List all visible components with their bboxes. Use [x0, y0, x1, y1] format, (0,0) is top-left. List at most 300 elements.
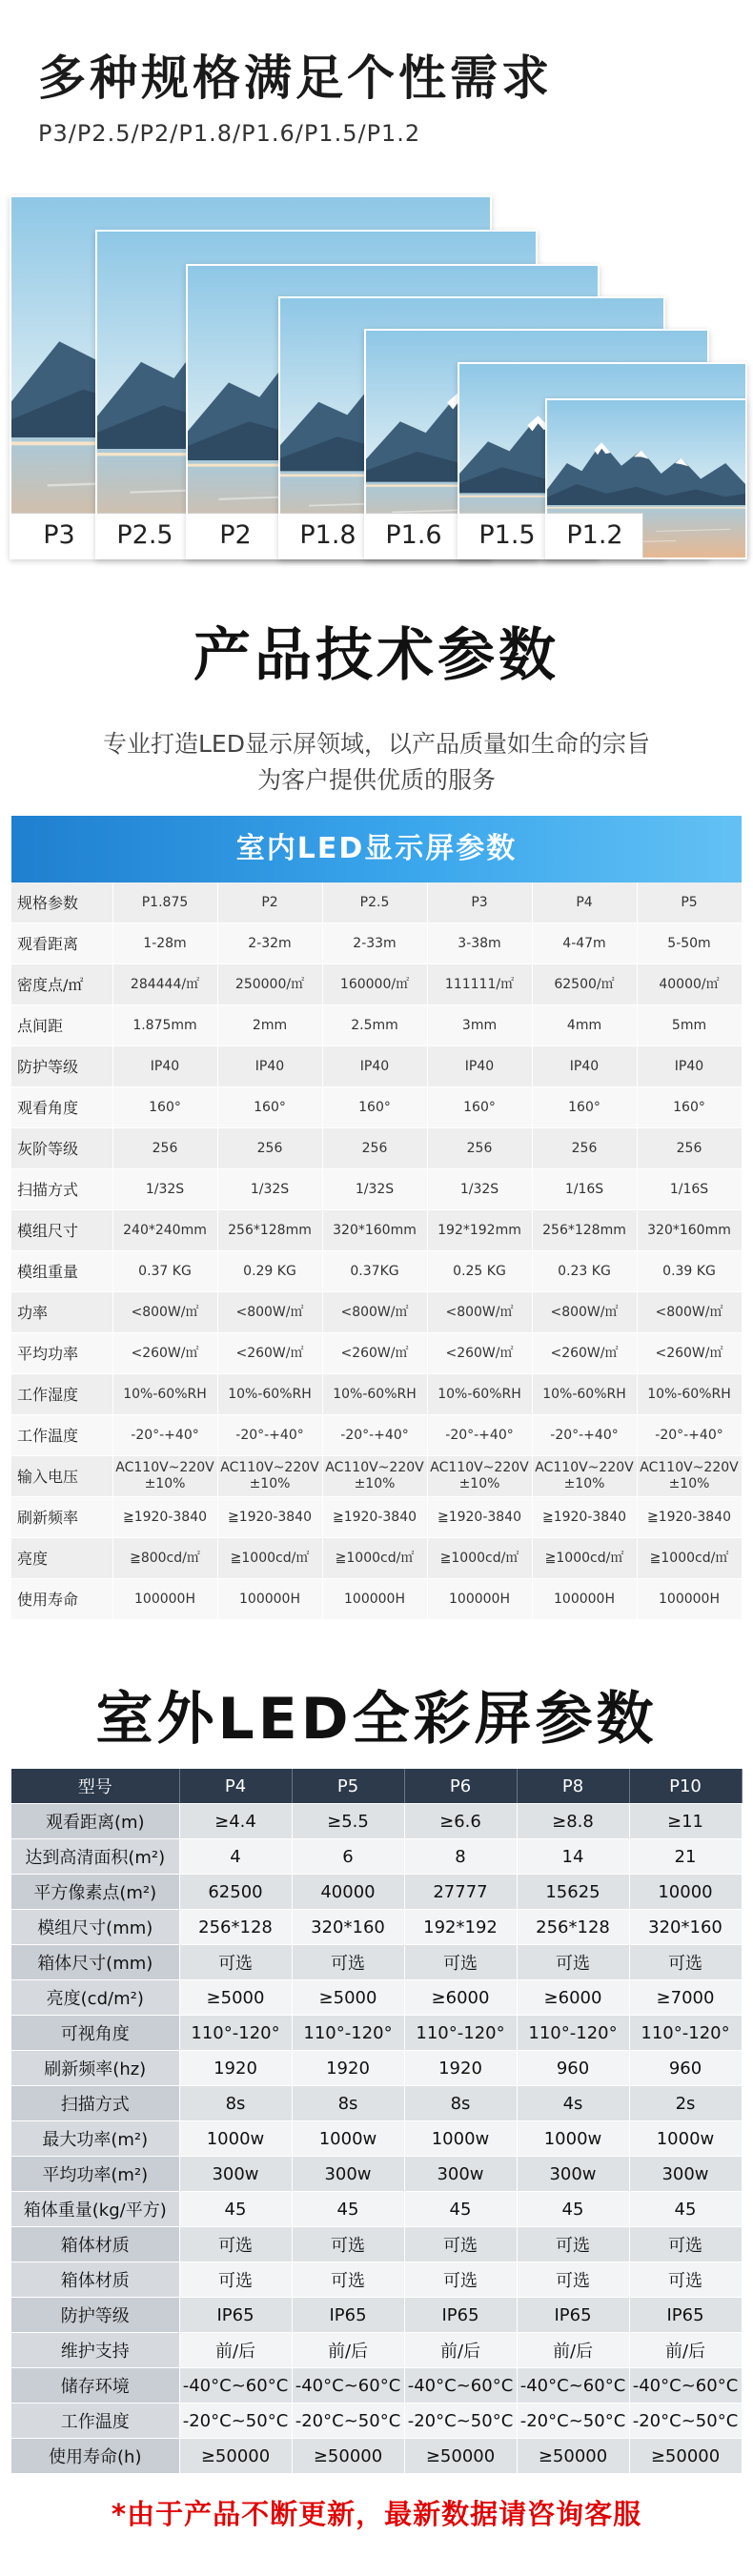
table-cell: 可选 — [404, 2262, 517, 2298]
table-row — [11, 1169, 742, 1210]
row-header-cell: 工作湿度 — [11, 1374, 112, 1415]
table-cell: 10%-60%RH — [112, 1374, 217, 1415]
table-cell: 320*160mm — [322, 1210, 427, 1251]
row-header-cell: 观看距离(m) — [11, 1804, 179, 1839]
table-cell: 可选 — [292, 2227, 404, 2262]
row-header-cell: 模组尺寸 — [11, 1210, 112, 1251]
table-cell: -40°C~60°C — [629, 2368, 742, 2404]
table-row — [11, 2439, 742, 2474]
table-cell: -20°-+40° — [637, 1415, 742, 1456]
table-cell: IP65 — [629, 2298, 742, 2333]
table-row — [11, 2368, 742, 2404]
table-cell: 6 — [292, 1839, 404, 1875]
table-cell: 21 — [629, 1839, 742, 1875]
table-cell: ≥8.8 — [517, 1804, 629, 1839]
table-cell: 1920 — [292, 2051, 404, 2086]
row-header-cell: 刷新频率 — [11, 1497, 112, 1538]
table-cell: IP65 — [292, 2298, 404, 2333]
row-header-cell: 可视角度 — [11, 2016, 179, 2051]
table-cell: 40000 — [292, 1875, 404, 1910]
table-cell: 1000w — [404, 2121, 517, 2157]
table-cell: AC110V~220V ±10% — [112, 1456, 217, 1497]
pitch-label: P3 — [11, 513, 108, 558]
table-cell: 300w — [629, 2157, 742, 2192]
pitch-label: P2 — [188, 513, 284, 558]
table-cell: -20°C~50°C — [404, 2404, 517, 2439]
table-cell: 160° — [427, 1087, 532, 1128]
table-cell: 320*160 — [292, 1910, 404, 1945]
row-header-cell: 扫描方式 — [11, 2086, 179, 2121]
table-cell: 前/后 — [292, 2333, 404, 2368]
table-cell: 40000/㎡ — [637, 964, 742, 1005]
table-cell: 10%-60%RH — [322, 1374, 427, 1415]
pitch-label: P1.8 — [280, 513, 376, 558]
table-cell: ≥7000 — [629, 1980, 742, 2016]
table-cell: 前/后 — [629, 2333, 742, 2368]
table-cell: <260W/㎡ — [427, 1333, 532, 1374]
table-cell: 1-28m — [112, 923, 217, 964]
table-row — [11, 1980, 742, 2016]
table-cell: IP40 — [532, 1046, 637, 1087]
row-header-cell: 防护等级 — [11, 2298, 179, 2333]
table-cell: 前/后 — [517, 2333, 629, 2368]
table-cell: 4s — [517, 2086, 629, 2121]
table-cell: 110°-120° — [517, 2016, 629, 2051]
pitch-label: P1.6 — [366, 513, 462, 558]
row-header-cell: 平均功率 — [11, 1333, 112, 1374]
pitch-subtitle: P3/P2.5/P2/P1.8/P1.6/P1.5/P1.2 — [38, 120, 421, 147]
table-cell: ≥5000 — [179, 1980, 292, 2016]
table-cell: 100000H — [532, 1579, 637, 1620]
row-header-cell: 功率 — [11, 1292, 112, 1333]
table-cell: 160° — [637, 1087, 742, 1128]
table-cell: 160° — [532, 1087, 637, 1128]
row-header-cell: 扫描方式 — [11, 1169, 112, 1210]
table-cell: 1/32S — [217, 1169, 322, 1210]
table-cell: 2mm — [217, 1005, 322, 1046]
row-header-cell: 达到高清面积(m²) — [11, 1839, 179, 1875]
table-cell: 110°-120° — [179, 2016, 292, 2051]
table-row — [11, 1046, 742, 1087]
table-cell: 1000w — [517, 2121, 629, 2157]
table-cell: ≥5000 — [292, 1980, 404, 2016]
table-cell: 可选 — [629, 1945, 742, 1980]
table-cell: <260W/㎡ — [112, 1333, 217, 1374]
table-cell: 2-32m — [217, 923, 322, 964]
row-header-cell: 防护等级 — [11, 1046, 112, 1087]
table-cell: ≥11 — [629, 1804, 742, 1839]
table-cell: 110°-120° — [629, 2016, 742, 2051]
table-row — [11, 923, 742, 964]
table-row — [11, 2051, 742, 2086]
table-cell: P1.875 — [112, 882, 217, 923]
table-row — [11, 2157, 742, 2192]
table-cell: ≥4.4 — [179, 1804, 292, 1839]
row-header-cell: 箱体材质 — [11, 2262, 179, 2298]
table-cell: 0.39 KG — [637, 1251, 742, 1292]
table-cell: 256*128mm — [217, 1210, 322, 1251]
row-header-cell: 工作温度 — [11, 1415, 112, 1456]
table-cell: IP40 — [427, 1046, 532, 1087]
table-row — [11, 1497, 742, 1538]
table-cell: ≥50000 — [292, 2439, 404, 2474]
table-cell: 4-47m — [532, 923, 637, 964]
row-header-cell: 模组尺寸(mm) — [11, 1910, 179, 1945]
table-cell: 960 — [517, 2051, 629, 2086]
table-cell: 可选 — [292, 2262, 404, 2298]
table-cell: AC110V~220V ±10% — [637, 1456, 742, 1497]
table-row — [11, 2192, 742, 2227]
table-row — [11, 1875, 742, 1910]
table-row — [11, 2298, 742, 2333]
table-cell: 10%-60%RH — [217, 1374, 322, 1415]
table-cell: -40°C~60°C — [517, 2368, 629, 2404]
table-row — [11, 1210, 742, 1251]
table-row — [11, 1005, 742, 1046]
table-cell: <260W/㎡ — [637, 1333, 742, 1374]
table-cell: <800W/㎡ — [637, 1292, 742, 1333]
table-cell: 8 — [404, 1839, 517, 1875]
row-header-cell: 亮度(cd/m²) — [11, 1980, 179, 2016]
table-cell: 100000H — [217, 1579, 322, 1620]
table-cell: 可选 — [179, 1945, 292, 1980]
table-row — [11, 964, 742, 1005]
table-cell: 可选 — [517, 1945, 629, 1980]
row-header-cell: 最大功率(m²) — [11, 2121, 179, 2157]
table-cell: 1/32S — [427, 1169, 532, 1210]
table-cell: 256 — [217, 1128, 322, 1169]
table-cell: ≧1920-3840 — [427, 1497, 532, 1538]
table-cell: 1920 — [404, 2051, 517, 2086]
table-row — [11, 2333, 742, 2368]
table-cell: <800W/㎡ — [532, 1292, 637, 1333]
pitch-comparison-image — [10, 195, 743, 556]
table-cell: ≥6.6 — [404, 1804, 517, 1839]
row-header-cell: 工作温度 — [11, 2404, 179, 2439]
table-row — [11, 1415, 742, 1456]
table-row — [11, 1945, 742, 1980]
table-row — [11, 1804, 742, 1839]
table-cell: 10%-60%RH — [637, 1374, 742, 1415]
indoor-params-table — [11, 882, 743, 1620]
table-cell: 45 — [404, 2192, 517, 2227]
table-row — [11, 1839, 742, 1875]
table-cell: 2-33m — [322, 923, 427, 964]
table-row — [11, 1251, 742, 1292]
table-cell: IP40 — [637, 1046, 742, 1087]
table-cell: IP65 — [179, 2298, 292, 2333]
table-cell: 2s — [629, 2086, 742, 2121]
pitch-panel — [545, 398, 747, 559]
table-cell: 4mm — [532, 1005, 637, 1046]
table-cell: 160° — [322, 1087, 427, 1128]
table-cell: <260W/㎡ — [532, 1333, 637, 1374]
table-cell: 160° — [217, 1087, 322, 1128]
tech-params-heading: 产品技术参数 — [193, 622, 560, 689]
table-row — [11, 2016, 742, 2051]
table-cell: 10000 — [629, 1875, 742, 1910]
table-cell: ≧1920-3840 — [322, 1497, 427, 1538]
table-cell: 256*128mm — [532, 1210, 637, 1251]
table-cell: 320*160 — [629, 1910, 742, 1945]
table-cell: 0.37 KG — [112, 1251, 217, 1292]
outdoor-params-table — [11, 1769, 743, 2474]
table-cell: 1/16S — [532, 1169, 637, 1210]
column-header: P5 — [292, 1769, 404, 1804]
table-cell: 256 — [427, 1128, 532, 1169]
table-cell: -20°-+40° — [112, 1415, 217, 1456]
table-cell: 1/32S — [112, 1169, 217, 1210]
table-row — [11, 2086, 742, 2121]
indoor-params-banner: 室内LED显示屏参数 — [11, 816, 742, 882]
table-cell: 5-50m — [637, 923, 742, 964]
table-cell: 14 — [517, 1839, 629, 1875]
table-cell: ≧1000cd/㎡ — [427, 1538, 532, 1579]
table-cell: P4 — [532, 882, 637, 923]
table-cell: 1000w — [292, 2121, 404, 2157]
table-cell: 45 — [517, 2192, 629, 2227]
table-cell: ≥50000 — [629, 2439, 742, 2474]
column-header: P6 — [404, 1769, 517, 1804]
table-cell: P2.5 — [322, 882, 427, 923]
table-cell: ≧1920-3840 — [637, 1497, 742, 1538]
table-cell: 320*160mm — [637, 1210, 742, 1251]
column-header: P4 — [179, 1769, 292, 1804]
table-cell: 可选 — [629, 2227, 742, 2262]
table-cell: 300w — [292, 2157, 404, 2192]
table-cell: IP65 — [404, 2298, 517, 2333]
row-header-cell: 箱体材质 — [11, 2227, 179, 2262]
tech-intro — [0, 726, 753, 799]
table-cell: 3-38m — [427, 923, 532, 964]
table-cell: IP40 — [112, 1046, 217, 1087]
table-cell: 可选 — [179, 2262, 292, 2298]
table-cell: P3 — [427, 882, 532, 923]
table-cell: 0.29 KG — [217, 1251, 322, 1292]
intro-line-1: 专业打造LED显示屏领域，以产品质量如生命的宗旨 — [103, 730, 650, 758]
table-cell: ≧1920-3840 — [217, 1497, 322, 1538]
column-header: P8 — [517, 1769, 629, 1804]
table-cell: ≥50000 — [404, 2439, 517, 2474]
table-cell: <800W/㎡ — [427, 1292, 532, 1333]
table-row — [11, 1910, 742, 1945]
table-cell: 8s — [404, 2086, 517, 2121]
table-cell: 可选 — [292, 1945, 404, 1980]
table-cell: 10%-60%RH — [427, 1374, 532, 1415]
table-cell: -20°-+40° — [532, 1415, 637, 1456]
table-cell: 960 — [629, 2051, 742, 2086]
table-row — [11, 1333, 742, 1374]
table-cell: 250000/㎡ — [217, 964, 322, 1005]
table-cell: 192*192mm — [427, 1210, 532, 1251]
table-cell: 可选 — [517, 2262, 629, 2298]
table-cell: IP65 — [517, 2298, 629, 2333]
table-cell: ≧800cd/㎡ — [112, 1538, 217, 1579]
row-header-cell: 使用寿命(h) — [11, 2439, 179, 2474]
table-cell: 8s — [179, 2086, 292, 2121]
table-cell: ≥5.5 — [292, 1804, 404, 1839]
table-cell: 1000w — [629, 2121, 742, 2157]
row-header-cell: 使用寿命 — [11, 1579, 112, 1620]
table-cell: 0.37KG — [322, 1251, 427, 1292]
pitch-title: 多种规格满足个性需求 — [38, 51, 553, 106]
table-row — [11, 1538, 742, 1579]
table-cell: <800W/㎡ — [112, 1292, 217, 1333]
table-cell: <800W/㎡ — [322, 1292, 427, 1333]
table-row — [11, 1374, 742, 1415]
table-cell: AC110V~220V ±10% — [322, 1456, 427, 1497]
table-cell: -20°-+40° — [322, 1415, 427, 1456]
table-cell: 4 — [179, 1839, 292, 1875]
table-cell: 111111/㎡ — [427, 964, 532, 1005]
table-row — [11, 2404, 742, 2439]
table-cell: AC110V~220V ±10% — [217, 1456, 322, 1497]
row-header-cell: 点间距 — [11, 1005, 112, 1046]
table-cell: IP40 — [217, 1046, 322, 1087]
table-cell: 前/后 — [404, 2333, 517, 2368]
table-cell: AC110V~220V ±10% — [427, 1456, 532, 1497]
table-cell: ≧1000cd/㎡ — [532, 1538, 637, 1579]
row-header-cell: 模组重量 — [11, 1251, 112, 1292]
table-cell: 300w — [179, 2157, 292, 2192]
row-header-cell: 灰阶等级 — [11, 1128, 112, 1169]
row-header-cell: 规格参数 — [11, 882, 112, 923]
outdoor-params-heading: 室外LED全彩屏参数 — [95, 1686, 658, 1753]
table-cell: ≧1000cd/㎡ — [217, 1538, 322, 1579]
table-cell: <260W/㎡ — [217, 1333, 322, 1374]
table-cell: 256*128 — [517, 1910, 629, 1945]
table-cell: P2 — [217, 882, 322, 923]
table-cell: 256 — [637, 1128, 742, 1169]
table-cell: 15625 — [517, 1875, 629, 1910]
table-cell: 45 — [292, 2192, 404, 2227]
table-row — [11, 2121, 742, 2157]
table-cell: 可选 — [179, 2227, 292, 2262]
table-cell: 0.23 KG — [532, 1251, 637, 1292]
table-cell: -40°C~60°C — [292, 2368, 404, 2404]
table-cell: 1/16S — [637, 1169, 742, 1210]
table-cell: 300w — [517, 2157, 629, 2192]
table-cell: 1000w — [179, 2121, 292, 2157]
table-cell: 100000H — [427, 1579, 532, 1620]
table-cell: 2.5mm — [322, 1005, 427, 1046]
row-header-cell: 观看距离 — [11, 923, 112, 964]
table-cell: 110°-120° — [292, 2016, 404, 2051]
update-footnote: *由于产品不断更新，最新数据请咨询客服 — [111, 2498, 642, 2530]
table-cell: 256 — [112, 1128, 217, 1169]
table-cell: 45 — [629, 2192, 742, 2227]
pitch-label: P1.5 — [459, 513, 556, 558]
table-cell: 100000H — [112, 1579, 217, 1620]
table-row — [11, 1128, 742, 1169]
row-header-cell: 刷新频率(hz) — [11, 2051, 179, 2086]
table-cell: ≧1920-3840 — [532, 1497, 637, 1538]
row-header-cell: 平均功率(m²) — [11, 2157, 179, 2192]
table-cell: -40°C~60°C — [404, 2368, 517, 2404]
pitch-label: P2.5 — [97, 513, 193, 558]
table-cell: -20°C~50°C — [629, 2404, 742, 2439]
table-cell: 27777 — [404, 1875, 517, 1910]
table-cell: 100000H — [637, 1579, 742, 1620]
table-cell: AC110V~220V ±10% — [532, 1456, 637, 1497]
table-cell: 可选 — [404, 1945, 517, 1980]
table-cell: P5 — [637, 882, 742, 923]
table-cell: 256 — [532, 1128, 637, 1169]
table-cell: 160° — [112, 1087, 217, 1128]
table-cell: 110°-120° — [404, 2016, 517, 2051]
table-cell: 1/32S — [322, 1169, 427, 1210]
row-header-cell: 密度点/㎡ — [11, 964, 112, 1005]
column-header: 型号 — [11, 1769, 179, 1804]
table-cell: 160000/㎡ — [322, 964, 427, 1005]
row-header-cell: 输入电压 — [11, 1456, 112, 1497]
table-row — [11, 882, 742, 923]
table-cell: 256*128 — [179, 1910, 292, 1945]
row-header-cell: 箱体重量(kg/平方) — [11, 2192, 179, 2227]
table-row — [11, 2227, 742, 2262]
table-cell: 可选 — [629, 2262, 742, 2298]
table-cell: 192*192 — [404, 1910, 517, 1945]
table-cell: 284444/㎡ — [112, 964, 217, 1005]
table-cell: ≥50000 — [517, 2439, 629, 2474]
table-cell: 45 — [179, 2192, 292, 2227]
table-cell: 256 — [322, 1128, 427, 1169]
table-cell: 62500/㎡ — [532, 964, 637, 1005]
table-cell: 0.25 KG — [427, 1251, 532, 1292]
table-cell: -20°-+40° — [427, 1415, 532, 1456]
table-cell: 100000H — [322, 1579, 427, 1620]
table-cell: -20°C~50°C — [292, 2404, 404, 2439]
table-cell: -40°C~60°C — [179, 2368, 292, 2404]
table-cell: 1.875mm — [112, 1005, 217, 1046]
table-cell: 1920 — [179, 2051, 292, 2086]
table-cell: 前/后 — [179, 2333, 292, 2368]
pitch-label: P1.2 — [547, 513, 643, 558]
table-cell: -20°-+40° — [217, 1415, 322, 1456]
row-header-cell: 储存环境 — [11, 2368, 179, 2404]
table-cell: ≧1000cd/㎡ — [322, 1538, 427, 1579]
table-cell: 300w — [404, 2157, 517, 2192]
intro-line-2: 为客户提供优质的服务 — [256, 766, 496, 794]
table-cell: ≧1000cd/㎡ — [637, 1538, 742, 1579]
table-cell: 240*240mm — [112, 1210, 217, 1251]
table-row — [11, 1292, 742, 1333]
table-cell: 可选 — [404, 2227, 517, 2262]
table-cell: ≥6000 — [517, 1980, 629, 2016]
table-cell: -20°C~50°C — [517, 2404, 629, 2439]
table-cell: 5mm — [637, 1005, 742, 1046]
table-cell: -20°C~50°C — [179, 2404, 292, 2439]
row-header-cell: 观看角度 — [11, 1087, 112, 1128]
table-row — [11, 1087, 742, 1128]
table-row — [11, 2262, 742, 2298]
table-cell: <260W/㎡ — [322, 1333, 427, 1374]
row-header-cell: 箱体尺寸(mm) — [11, 1945, 179, 1980]
column-header: P10 — [629, 1769, 742, 1804]
table-cell: 可选 — [517, 2227, 629, 2262]
table-row — [11, 1579, 742, 1620]
row-header-cell: 亮度 — [11, 1538, 112, 1579]
table-cell: 62500 — [179, 1875, 292, 1910]
table-cell: ≥6000 — [404, 1980, 517, 2016]
row-header-cell: 维护支持 — [11, 2333, 179, 2368]
table-row — [11, 1456, 742, 1497]
table-cell: <800W/㎡ — [217, 1292, 322, 1333]
table-cell: 8s — [292, 2086, 404, 2121]
table-cell: 3mm — [427, 1005, 532, 1046]
table-cell: IP40 — [322, 1046, 427, 1087]
table-cell: 10%-60%RH — [532, 1374, 637, 1415]
